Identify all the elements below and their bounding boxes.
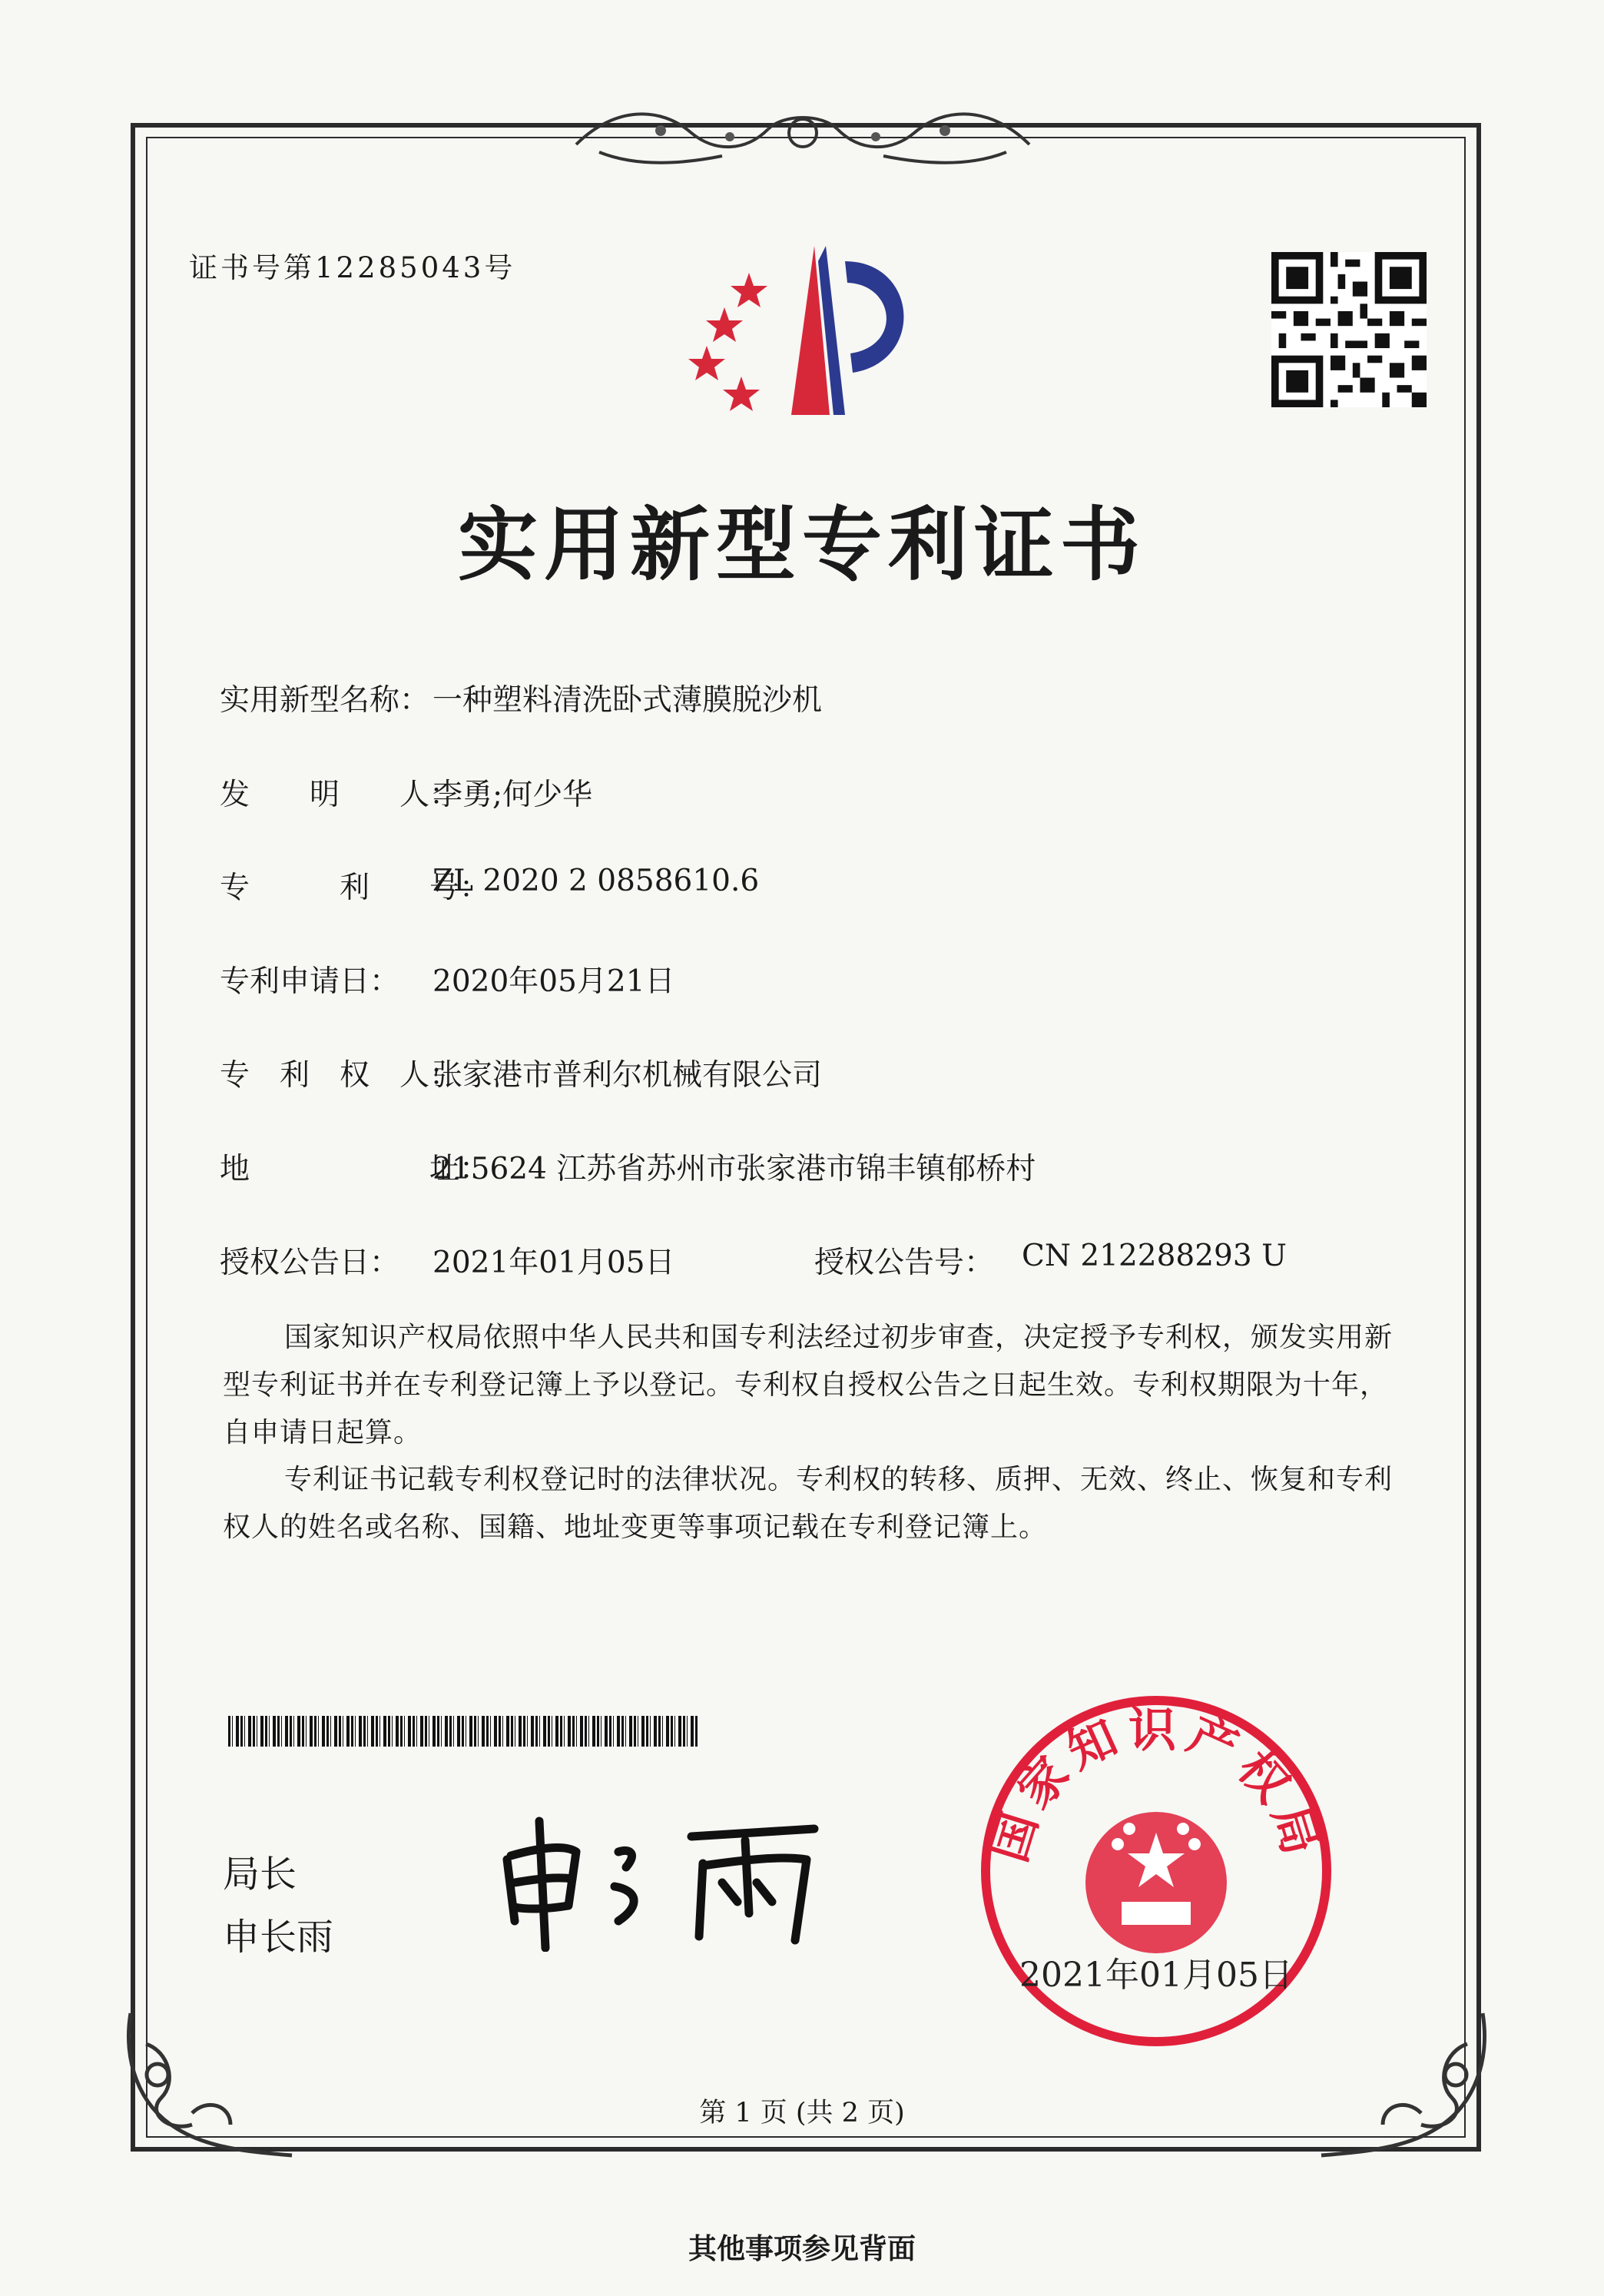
certificate-title: 实用新型专利证书 [457,498,1146,592]
field-label: 专利申请日： [220,964,400,999]
field-value: 一种塑料清洗卧式薄膜脱沙机 [432,683,823,718]
seal-date: 2021年01月05日 [1019,1956,1293,1995]
bottom-left-ornament [115,1998,315,2175]
field-value: 张家港市普利尔机械有限公司 [432,1058,823,1093]
legal-status-paragraph: 专利证书记载专利权登记时的法律状况。专利权的转移、质押、无效、终止、恢复和专利权人的姓名或名称、国籍、地址变更等事项记载在专利登记簿上。 [223,1464,1394,1543]
barcode [228,1716,698,1747]
chief-name: 申长雨 [223,1916,334,1959]
field-label: 实用新型名称： [220,683,430,718]
qr-code [1271,252,1427,407]
top-ornament [568,98,1037,171]
field-label: 专 利 号： [220,871,490,905]
field-value: ZL 2020 2 0858610.6 [432,864,760,898]
field-label: 地 址： [220,1152,490,1186]
field-value: CN 212288293 U [1022,1239,1287,1273]
certificate-number: 证书号第12285043号 [189,251,516,284]
field-value: 215624 江苏省苏州市张家港市锦丰镇郁桥村 [432,1152,1036,1186]
back-note: 其他事项参见背面 [688,2231,916,2265]
field-value: 2020年05月21日 [432,964,675,999]
official-seal [976,1690,1337,2052]
field-label: 发 明 人： [220,778,460,812]
field-label: 授权公告日： [220,1246,400,1280]
field-value: 李勇;何少华 [432,778,593,812]
field-label: 授权公告号： [814,1246,995,1280]
cnipa-logo [688,238,941,423]
page-number: 第 1 页 (共 2 页) [699,2098,905,2128]
field-label: 专 利 权 人： [220,1058,460,1093]
handwritten-signature [492,1806,830,1952]
chief-title: 局长 [223,1853,297,1896]
grant-paragraph: 国家知识产权局依照中华人民共和国专利法经过初步审查，决定授予专利权，颁发实用新型专利证书并在专利登记簿上予以登记。专利权自授权公告之日起生效。专利权期限为十年，自申请日起算。 [223,1322,1394,1448]
field-value: 2021年01月05日 [432,1246,675,1280]
bottom-right-ornament [1298,1998,1498,2175]
svg-text:国家知识产权局: 国家知识产权局 [980,1701,1332,1869]
